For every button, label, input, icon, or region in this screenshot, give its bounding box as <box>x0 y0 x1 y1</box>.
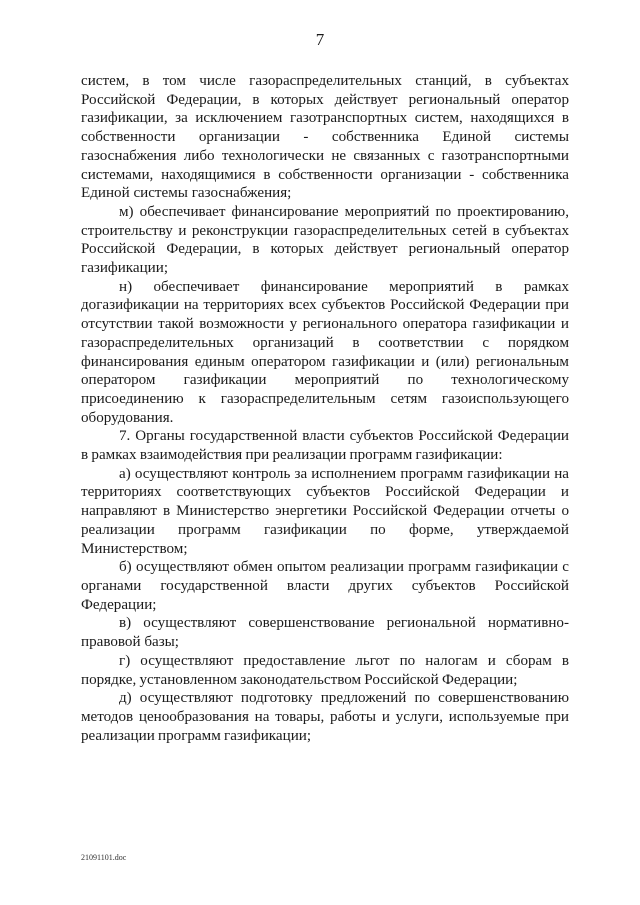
paragraph-section-7: 7. Органы государственной власти субъектов Российской Федерации в рамках взаимодействия при реализации программ газификации: <box>81 428 569 464</box>
paragraph-item-a: а) осуществляют контроль за исполнением программ газификации на территориях соответствующих субъектов Российской Федерации и направляют в Министерство энергетики Российской Федерации отчеты о реализации программ газификации по форме, утверждаемой Министерством; <box>81 465 569 557</box>
paragraph-item-v: в) осуществляют совершенствование региональной нормативно-правовой базы; <box>81 615 569 651</box>
paragraph-item-b: б) осуществляют обмен опытом реализации программ газификации с органами государственной власти других субъектов Российской Федерации; <box>81 559 569 613</box>
paragraph-item-n: н) обеспечивает финансирование мероприятий в рамках догазификации на территориях всех субъектов Российской Федерации при отсутствии такой возможности у регионального оператора газификации и газораспределительных организаций в соответствии с порядком финансирования единым оператором газификации и (или) региональным оператором газификации мероприятий по технологическому присоединению к газораспределительным сетям газоиспользующего оборудования. <box>81 278 569 426</box>
paragraph-continuation: систем, в том числе газораспределительных станций, в субъектах Российской Федерации, в которых действует региональный оператор газификации, за исключением газотранспортных систем, находящихся в собственности организации - собственника Единой системы газоснабжения либо технологически не связанных с газотранспортными системами, находящимися в собственности организации - собственника Единой системы газоснабжения; <box>81 73 569 202</box>
paragraph-item-g: г) осуществляют предоставление льгот по налогам и сборам в порядке, установленном законодательством Российской Федерации; <box>81 652 569 688</box>
document-body <box>81 72 569 745</box>
paragraph-item-d: д) осуществляют подготовку предложений по совершенствованию методов ценообразования на товары, работы и услуги, используемые при реализации программ газификации; <box>81 690 569 744</box>
paragraph-item-m: м) обеспечивает финансирование мероприятий по проектированию, строительству и реконструкции газораспределительных сетей в субъектах Российской Федерации, в которых действует региональный оператор газификации; <box>81 203 569 277</box>
file-name-footer: 21091101.doc <box>81 853 127 862</box>
page-number: 7 <box>315 30 325 49</box>
